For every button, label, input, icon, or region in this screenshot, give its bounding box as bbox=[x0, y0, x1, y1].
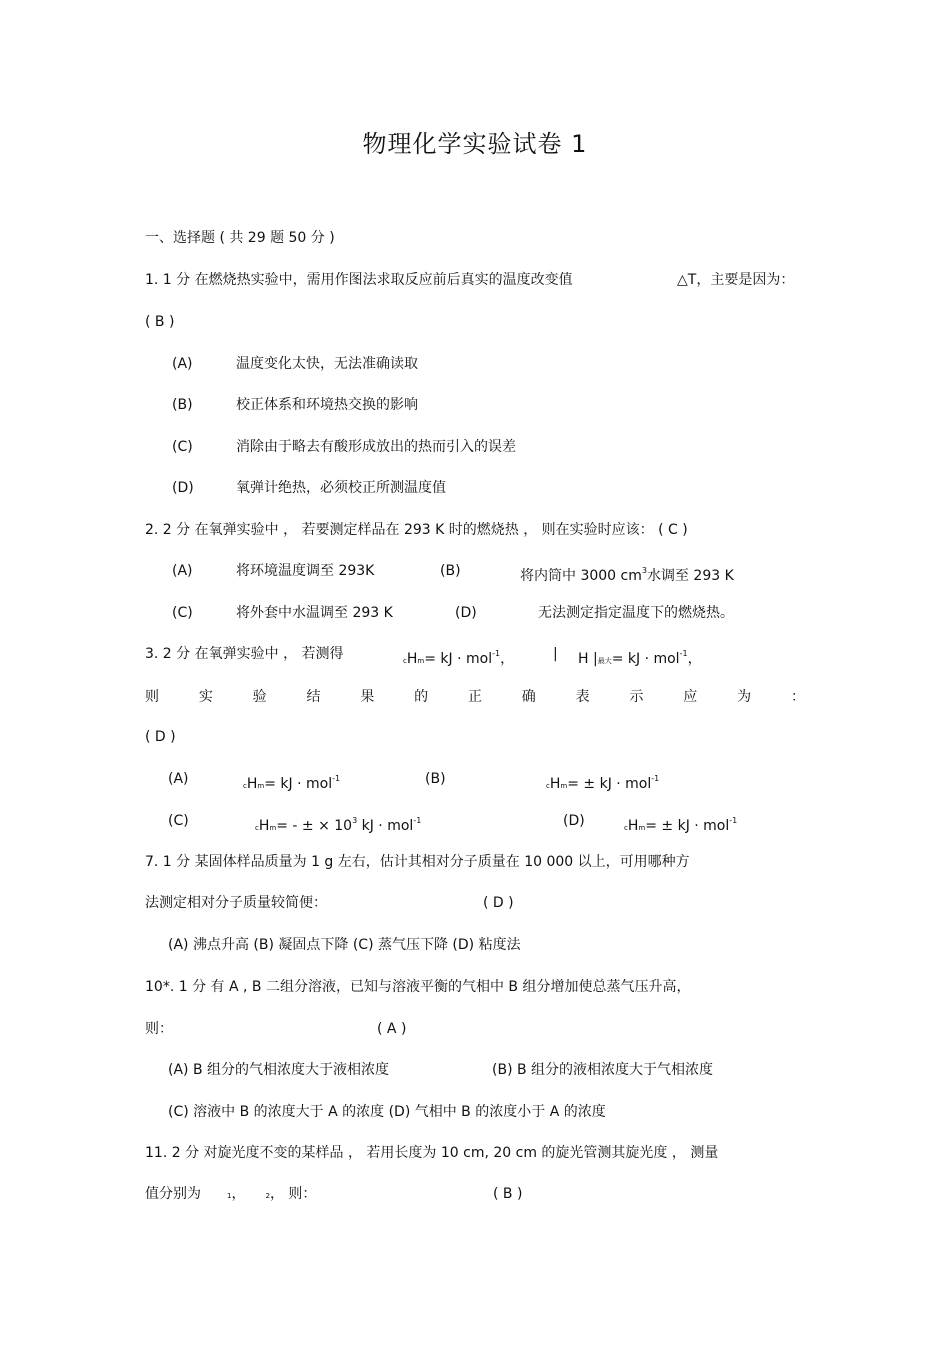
q1-option-c-label: (C) bbox=[172, 439, 193, 455]
q3-char: 表 bbox=[575, 689, 590, 705]
q11-stem: 11. 2 分 对旋光度不变的某样品 ， 若用长度为 10 cm, 20 cm 的旋光管测其旋光度 ， 测量 bbox=[145, 1145, 719, 1161]
q1-option-b: 校正体系和环境热交换的影响 bbox=[236, 397, 418, 413]
q3-char: 果 bbox=[360, 689, 375, 705]
q3-char: 应 bbox=[683, 689, 698, 705]
q3-c-m-sub: m bbox=[269, 824, 277, 832]
q7-stem-2: 法测定相对分子质量较简便： bbox=[145, 895, 327, 911]
section-heading: 一、选择题 ( 共 29 题 50 分 ) bbox=[145, 230, 335, 246]
q3-h1-symbol: H bbox=[406, 651, 418, 667]
q1-option-b-label: (B) bbox=[172, 397, 193, 413]
q3-char: 确 bbox=[521, 689, 536, 705]
q3-char: 结 bbox=[306, 689, 321, 705]
q3-a-superscript: -1 bbox=[332, 774, 341, 783]
q3-option-a bbox=[243, 770, 340, 795]
q3-h1-prefix: c bbox=[403, 657, 407, 665]
q2-option-c: 将外套中水温调至 293 K bbox=[236, 605, 393, 621]
q1-option-a: 温度变化太快，无法准确读取 bbox=[236, 356, 418, 372]
q1-option-c: 消除由于略去有酸形成放出的热而引入的误差 bbox=[236, 439, 516, 455]
q11-stem-2-tail: ， 则： bbox=[269, 1186, 317, 1202]
q2-option-d: 无法测定指定温度下的燃烧热。 bbox=[538, 605, 734, 621]
q3-h2-symbol: H | bbox=[578, 651, 598, 667]
q3-enthalpy-2 bbox=[578, 645, 702, 670]
q3-h1-comma: ， bbox=[500, 651, 515, 667]
q3-c-tail: = - ± × 10 bbox=[276, 818, 353, 834]
q1-stem: 1. 1 分 在燃烧热实验中，需用作图法求取反应前后真实的温度改变值 bbox=[145, 272, 573, 288]
q3-h1-superscript: -1 bbox=[492, 649, 501, 658]
q3-option-c bbox=[255, 812, 421, 837]
q10-option-cd: (C) 溶液中 B 的浓度大于 A 的浓度 (D) 气相中 B 的浓度小于 A 的浓度 bbox=[168, 1104, 606, 1120]
q2-option-b-tail: 水调至 293 K bbox=[646, 568, 734, 584]
q3-option-a-label: (A) bbox=[168, 771, 189, 787]
q2-option-c-label: (C) bbox=[172, 605, 193, 621]
q2-stem: 2. 2 分 在氧弹实验中 ， 若要测定样品在 293 K 时的燃烧热 ， 则在实验时应该： ( C ) bbox=[145, 522, 688, 538]
q3-d-superscript: -1 bbox=[729, 816, 738, 825]
q1-answer: ( B ) bbox=[145, 314, 175, 330]
q3-option-c-label: (C) bbox=[168, 813, 189, 829]
q2-option-a: 将环境温度调至 293K bbox=[236, 563, 375, 579]
q3-a-c-sub: c bbox=[243, 782, 247, 790]
q3-result-line bbox=[145, 686, 805, 706]
q10-option-a: (A) B 组分的气相浓度大于液相浓度 bbox=[168, 1062, 390, 1078]
q3-char: 正 bbox=[467, 689, 482, 705]
q3-char: 验 bbox=[252, 689, 267, 705]
q2-option-d-label: (D) bbox=[455, 605, 477, 621]
q3-c-superscript: 3 bbox=[352, 816, 358, 825]
q11-sub-2: 2 bbox=[265, 1192, 270, 1200]
q2-option-b bbox=[520, 562, 734, 585]
q11-stem-2-text: 值分别为 bbox=[145, 1186, 201, 1202]
q3-char: ： bbox=[790, 689, 805, 705]
q3-h2-sub: 最大 bbox=[597, 657, 612, 665]
q3-option-b bbox=[546, 770, 659, 795]
q3-h2-superscript: -1 bbox=[679, 649, 688, 658]
q1-stem-delta: △T，主要是因为： bbox=[677, 272, 795, 288]
q3-d-c-sub: c bbox=[624, 824, 628, 832]
q3-answer: ( D ) bbox=[145, 729, 176, 745]
q10-stem-2: 则： bbox=[145, 1021, 173, 1037]
q3-option-b-label: (B) bbox=[425, 771, 446, 787]
q2-option-b-text: 将内筒中 3000 cm bbox=[520, 568, 642, 584]
q3-h2-tail: = kJ · mol bbox=[611, 651, 680, 667]
q2-option-b-superscript: 3 bbox=[641, 566, 647, 575]
q1-option-a-label: (A) bbox=[172, 356, 193, 372]
q3-d-tail: = ± kJ · mol bbox=[645, 818, 730, 834]
q10-answer: ( A ) bbox=[377, 1021, 407, 1037]
q10-stem: 10*. 1 分 有 A , B 二组分溶液，已知与溶液平衡的气相中 B 组分增加使总蒸气压升高， bbox=[145, 979, 691, 995]
q3-a-m-sub: m bbox=[257, 782, 265, 790]
q3-a-h: H bbox=[246, 776, 258, 792]
q3-c-superscript-2: -1 bbox=[413, 816, 422, 825]
q3-abs-bar: | bbox=[553, 646, 558, 662]
q3-char: 示 bbox=[629, 689, 644, 705]
q1-option-d: 氧弹计绝热，必须校正所测温度值 bbox=[236, 480, 446, 496]
q3-c-h: H bbox=[258, 818, 270, 834]
q11-answer: ( B ) bbox=[493, 1186, 523, 1202]
q3-h2-end: ， bbox=[687, 651, 702, 667]
q3-d-h: H bbox=[627, 818, 639, 834]
q3-a-tail: = kJ · mol bbox=[264, 776, 333, 792]
q2-option-b-label: (B) bbox=[440, 563, 461, 579]
q3-enthalpy-1 bbox=[403, 645, 514, 670]
q3-option-d-label: (D) bbox=[563, 813, 585, 829]
page-title: 物理化学实验试卷 1 bbox=[362, 130, 588, 158]
q3-b-h: H bbox=[549, 776, 561, 792]
q3-b-c-sub: c bbox=[546, 782, 550, 790]
q3-h1-sub: m bbox=[417, 657, 425, 665]
q3-c-unit: kJ · mol bbox=[361, 818, 414, 834]
q7-answer: ( D ) bbox=[483, 895, 514, 911]
q3-b-m-sub: m bbox=[560, 782, 568, 790]
q10-option-b: (B) B 组分的液相浓度大于气相浓度 bbox=[492, 1062, 714, 1078]
q7-options: (A) 沸点升高 (B) 凝固点下降 (C) 蒸气压下降 (D) 粘度法 bbox=[168, 937, 521, 953]
q3-d-m-sub: m bbox=[638, 824, 646, 832]
q1-option-d-label: (D) bbox=[172, 480, 194, 496]
q3-c-c-sub: c bbox=[255, 824, 259, 832]
q11-stem-2: 值分别为 1， 2， 则： bbox=[145, 1186, 317, 1202]
q3-char: 为 bbox=[737, 689, 752, 705]
q3-b-superscript: -1 bbox=[651, 774, 660, 783]
q11-sub-1: 1 bbox=[227, 1192, 232, 1200]
q3-h1-tail: = kJ · mol bbox=[424, 651, 493, 667]
q2-option-a-label: (A) bbox=[172, 563, 193, 579]
q3-char: 实 bbox=[198, 689, 213, 705]
q3-option-d bbox=[624, 812, 737, 837]
q3-stem: 3. 2 分 在氧弹实验中 ， 若测得 bbox=[145, 646, 344, 662]
q3-b-tail: = ± kJ · mol bbox=[567, 776, 652, 792]
q3-char: 则 bbox=[145, 689, 159, 705]
q3-char: 的 bbox=[414, 689, 429, 705]
q7-stem: 7. 1 分 某固体样品质量为 1 g 左右，估计其相对分子质量在 10 000 以上，可用哪种方 bbox=[145, 854, 690, 870]
